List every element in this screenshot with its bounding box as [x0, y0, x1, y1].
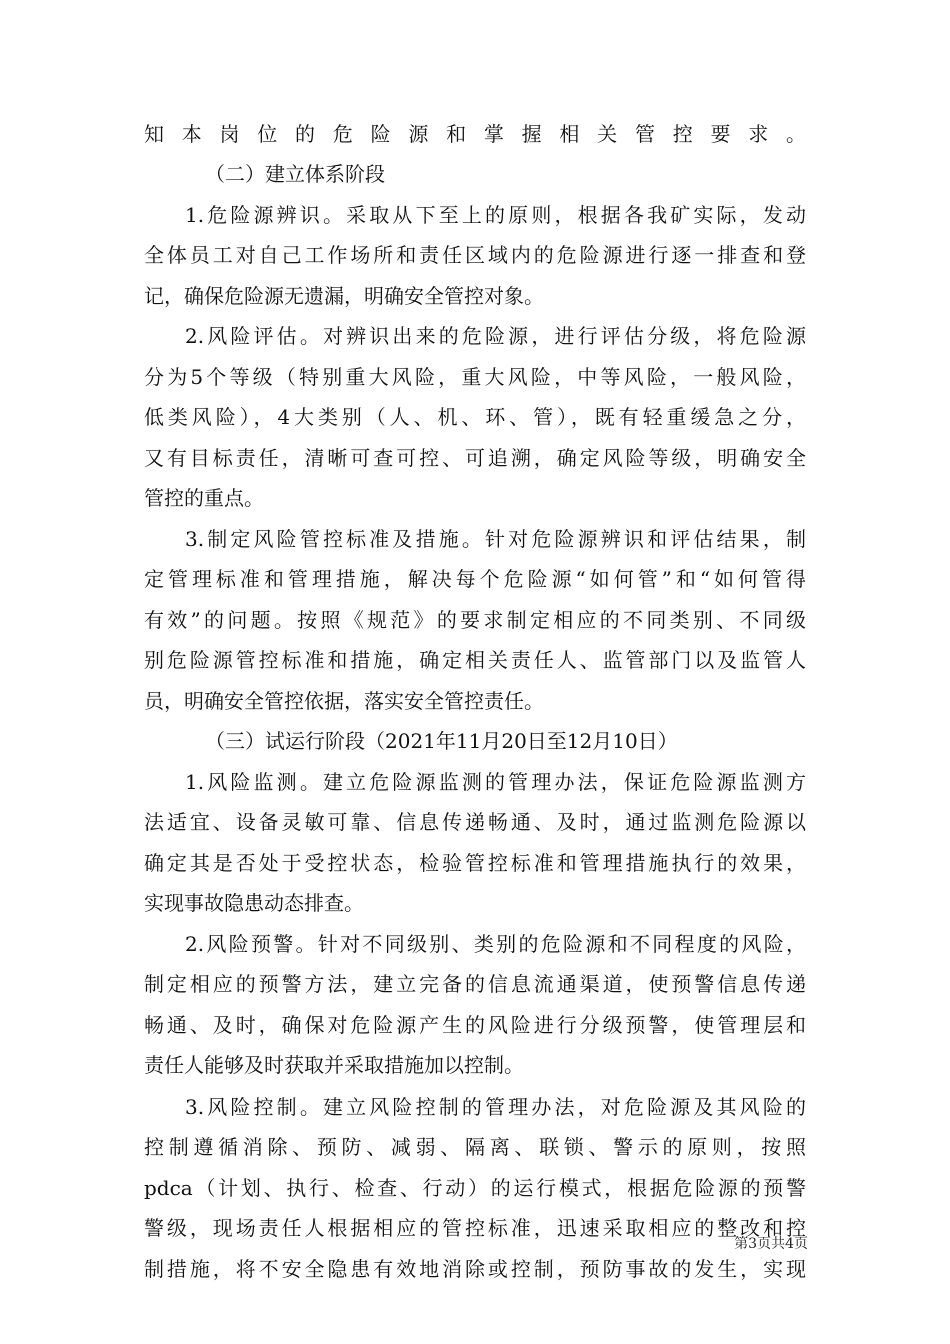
text-line: pdca（计划、执行、检查、行动）的运行模式，根据危险源的预警 — [144, 1176, 806, 1200]
text-line: 2.风险预警。针对不同级别、类别的危险源和不同程度的风险， — [185, 932, 806, 956]
text-line: 记，确保危险源无遗漏，明确安全管控对象。 — [144, 284, 544, 308]
page-number: 第3页共4页 — [734, 1236, 808, 1252]
text-line: 控制遵循消除、预防、减弱、隔离、联锁、警示的原则，按照 — [144, 1135, 806, 1159]
text-line: 责任人能够及时获取并采取措施加以控制。 — [144, 1053, 524, 1077]
text-line: 法适宜、设备灵敏可靠、信息传递畅通、及时，通过监测危险源以 — [144, 810, 806, 834]
text-line: 别危险源管控标准和措施，确定相关责任人、监管部门以及监管人 — [144, 648, 806, 672]
text-line: 3.风险控制。建立风险控制的管理办法，对危险源及其风险的 — [185, 1095, 806, 1119]
text-line: 分为5个等级（特别重大风险，重大风险，中等风险，一般风险， — [144, 365, 806, 389]
text-line: 知本岗位的危险源和掌握相关管控要求。 — [144, 122, 806, 146]
text-line: 低类风险），4大类别（人、机、环、管），既有轻重缓急之分， — [144, 405, 806, 429]
text-line: 管控的重点。 — [144, 486, 264, 510]
text-line: 员，明确安全管控依据，落实安全管控责任。 — [144, 689, 544, 713]
section-heading: （三）试运行阶段（2021年11月20日至12月10日） — [205, 729, 678, 753]
text-line: 制措施，将不安全隐患有效地消除或控制，预防事故的发生，实现 — [144, 1257, 806, 1281]
text-line: 又有目标责任，清晰可查可控、可追溯，确定风险等级，明确安全 — [144, 446, 806, 470]
text-line: 1.风险监测。建立危险源监测的管理办法，保证危险源监测方 — [185, 770, 806, 794]
text-line: 定管理标准和管理措施，解决每个危险源“如何管”和“如何管得 — [144, 567, 806, 591]
section-heading: （二）建立体系阶段 — [205, 162, 385, 186]
text-line: 有效”的问题。按照《规范》的要求制定相应的不同类别、不同级 — [144, 608, 806, 632]
text-line: 全体员工对自己工作场所和责任区域内的危险源进行逐一排查和登 — [144, 243, 806, 267]
text-line: 制定相应的预警方法，建立完备的信息流通渠道，使预警信息传递 — [144, 972, 806, 996]
text-line: 1.危险源辨识。采取从下至上的原则，根据各我矿实际，发动 — [185, 203, 806, 227]
text-line: 2.风险评估。对辨识出来的危险源，进行评估分级，将危险源 — [185, 324, 806, 348]
text-line: 确定其是否处于受控状态，检验管控标准和管理措施执行的效果， — [144, 851, 806, 875]
text-line: 畅通、及时，确保对危险源产生的风险进行分级预警，使管理层和 — [144, 1013, 806, 1037]
text-line: 实现事故隐患动态排查。 — [144, 891, 364, 915]
text-line: 警级，现场责任人根据相应的管控标准，迅速采取相应的整改和控 — [144, 1216, 806, 1240]
text-line: 3.制定风险管控标准及措施。针对危险源辨识和评估结果，制 — [185, 527, 806, 551]
